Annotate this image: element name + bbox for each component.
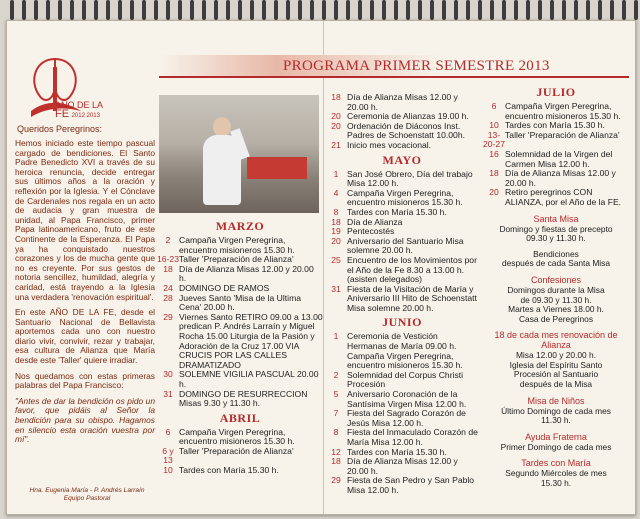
spiral-ring [202, 0, 206, 20]
intro-letter [15, 139, 155, 451]
spiral-ring [370, 0, 374, 20]
spiral-ring [58, 0, 62, 20]
spiral-ring [118, 0, 122, 20]
entry-date: 2 [165, 235, 171, 245]
entry-text: Encuentro de los Movimientos por el Año de la Fe 8.30 a 13.00 h. (asisten delegados) [347, 254, 477, 285]
entry-text: Fiesta de San Pedro y San Pablo Misa 12.00 h. [347, 475, 475, 495]
abril-cont-list [325, 93, 479, 151]
calendar-entry [483, 169, 629, 188]
calendar-entry [325, 371, 479, 390]
info-section-line: de 09.30 y 11.30 h. [520, 294, 592, 305]
entry-text: Inicio mes vocacional. [347, 139, 432, 150]
intro-paragraph: Hemos iniciado este tiempo pascual cargado de bendiciones. El Santo Padre Benedicto XVI a través de su heroica renuncia, decide entregar sus últimos años a la oración y reflexión por la Iglesia. Y el Cónclave de Cardenales nos regala en un acto de audacia y gran muestra de unidad, al Papa Francisco, primer Papa latinoamericano, fruto de este Continente de la Esperanza. El Papa ya ha conquistado nuestros corazones y los de mucha gente que no es creyente. Por sus gestos de notoria sencillez, humildad, alegría y caridad, está trayendo a la Iglesia una verdadera 'renovación espiritual'. [15, 138, 155, 302]
calendar-entry [325, 476, 479, 495]
entry-text: Día de Alianza Misas 12.00 y 20.00 h. [347, 92, 458, 112]
marzo-list [157, 236, 323, 409]
spiral-ring [610, 0, 614, 20]
calendar-entry [483, 131, 629, 150]
entry-date: 18 [331, 92, 341, 102]
entry-date: 20 [331, 235, 341, 246]
spiral-ring [466, 0, 470, 20]
entry-date: 29 [163, 311, 173, 322]
entry-text: Solemnidad de la Virgen del Carmen Misa 12.00 h. [505, 148, 613, 169]
booklet [6, 20, 636, 515]
spiral-ring [454, 0, 458, 20]
banner-rule [159, 76, 629, 78]
spiral-ring [550, 0, 554, 20]
entry-text: Aniversario Coronación de la Santísima Virgen Misa 12.00 h. [347, 389, 467, 409]
entry-date: 18 [331, 216, 341, 227]
calendar-entry [325, 428, 479, 447]
spiral-ring [418, 0, 422, 20]
entry-date: 20 [331, 111, 341, 122]
calendar-entry [325, 457, 479, 476]
entry-text: Solemnidad del Corpus Christi Procesión [347, 369, 464, 390]
entry-text: Fiesta del Sagrado Corazón de Jesús Misa 12.00 h. [347, 408, 466, 428]
calendar-entry [325, 285, 479, 314]
entry-date: 6 y 13 [162, 445, 174, 466]
entry-date: 12 [331, 446, 341, 457]
info-section-title: Confesiones [530, 274, 582, 285]
spiral-ring [10, 0, 14, 20]
spiral-ring [622, 0, 626, 20]
calendar-entry [157, 313, 323, 371]
entry-date: 6 [165, 426, 171, 437]
entry-text: DOMINGO DE RAMOS [179, 282, 270, 293]
entry-date: 31 [163, 388, 173, 399]
intro-paragraph: En este AÑO DE LA FE, desde el Santuario Nacional de Bellavista aportemos cada uno con nuestro diario vivir, convivir, rezar y trabajar, esa cultura de Alianza que María desde este 'Taller' quiere irradiar. [15, 307, 155, 366]
entry-text: Fiesta del Inmaculado Corazón de María Misa 12.00 h. [347, 427, 478, 447]
spiral-ring [382, 0, 386, 20]
signature [27, 487, 147, 503]
entry-text: DOMINGO DE RESURRECCION Misas 9.30 y 11.30 h. [179, 388, 308, 409]
spiral-ring [34, 0, 38, 20]
spiral-ring [490, 0, 494, 20]
logo-line2: FE [55, 108, 70, 120]
signature-line2: Equipo Pastoral [63, 495, 111, 502]
spiral-ring [394, 0, 398, 20]
balcony-drape [247, 157, 307, 179]
spiral-ring [274, 0, 278, 20]
info-section-title: 18 de cada mes renovación de Alianza [494, 330, 618, 351]
greeting: Queridos Peregrinos: [17, 124, 103, 134]
spiral-ring [22, 0, 26, 20]
entry-text: Retiro peregrinos CON ALIANZA, por el Año de la FE. [505, 187, 622, 207]
spiral-ring [310, 0, 314, 20]
entry-date: 8 [333, 427, 339, 438]
spiral-ring [634, 0, 638, 20]
entry-text: Campaña Virgen Peregrina, encuentro misioneros 15.30 h. [179, 426, 295, 447]
entry-text: Día de Alianza Misas 12.00 y 20.00 h. [505, 168, 616, 188]
entry-text: Fiesta de la Visitación de María y Aniversario III Hito de Schoenstatt Misa solemne 20.00 h. [347, 283, 477, 313]
entry-date: 10 [163, 465, 173, 476]
calendar-entry [325, 189, 479, 208]
info-section-line: Casa de Peregrinos [518, 313, 594, 324]
info-list [483, 214, 629, 489]
entry-text: Campaña Virgen Peregrina, encuentro misioneros 15.30 h. [179, 235, 295, 255]
entry-date: 5 [333, 389, 339, 400]
calendar-entry [325, 409, 479, 428]
entry-date: 30 [163, 369, 173, 380]
spiral-ring [298, 0, 302, 20]
entry-date: 13-20-27 [483, 129, 505, 150]
abril-list [157, 428, 323, 476]
spiral-ring [130, 0, 134, 20]
info-section-line: Martes a Viernes 18.00 h. [508, 304, 604, 315]
spiral-ring [214, 0, 218, 20]
spiral-ring [82, 0, 86, 20]
entry-text: SOLEMNE VIGILIA PASCUAL 20.00 h. [179, 369, 319, 389]
entry-date: 2 [333, 369, 339, 380]
spiral-ring [190, 0, 194, 20]
month-title-junio: JUNIO [382, 315, 422, 330]
calendar-entry [157, 447, 323, 466]
info-section-line: Segundo Miércoles de mes [505, 468, 607, 479]
spiral-ring [346, 0, 350, 20]
logo-text [55, 101, 103, 121]
entry-date: 16 [489, 148, 499, 159]
spiral-ring [226, 0, 230, 20]
info-section-title: Santa Misa [533, 213, 579, 224]
calendar-entry [483, 150, 629, 169]
entry-date: 21 [331, 139, 341, 150]
spiral-ring [334, 0, 338, 20]
calendar-entry [325, 170, 479, 189]
column-julio-info [483, 83, 629, 489]
entry-text: Tardes con María 15.30 h. [179, 465, 279, 476]
spiral-ring [502, 0, 506, 20]
info-section-line: Primer Domingo de cada mes [500, 441, 612, 452]
junio-list [325, 332, 479, 495]
calendar-entry [157, 236, 323, 255]
spiral-ring [514, 0, 518, 20]
entry-text: Taller 'Preparación de Alianza' [179, 254, 294, 265]
entry-text: Tardes con María 15.30 h. [347, 446, 447, 457]
spiral-ring [262, 0, 266, 20]
info-section-title: Misa de Niños [527, 395, 585, 406]
info-section-line: 11.30 h. [541, 415, 571, 426]
spiral-ring [250, 0, 254, 20]
entry-date: 29 [331, 475, 341, 486]
spiral-ring [478, 0, 482, 20]
entry-text: San José Obrero, Día del trabajo Misa 12.00 h. [347, 168, 473, 189]
entry-date: 10 [489, 120, 499, 131]
calendar-entry [325, 93, 479, 112]
spiral-ring [598, 0, 602, 20]
center-fold [323, 21, 324, 514]
info-section-line: 15.30 h. [540, 478, 572, 489]
calendar-entry [325, 122, 479, 141]
mayo-list [325, 170, 479, 314]
pope-head [213, 117, 231, 137]
entry-text: Jueves Santo 'Misa de la Ultima Cena' 20.00 h. [179, 292, 302, 313]
calendar-entry [325, 141, 479, 151]
entry-text: Taller 'Preparación de Alianza' [505, 129, 620, 140]
spiral-ring [430, 0, 434, 20]
month-title-abril: ABRIL [219, 410, 261, 425]
calendar-entry [325, 256, 479, 285]
spiral-ring [358, 0, 362, 20]
julio-list [483, 102, 629, 208]
entry-date: 28 [163, 292, 173, 303]
entry-date: 25 [331, 254, 341, 265]
entry-text: Pentecostés [347, 226, 395, 237]
spiral-ring [562, 0, 566, 20]
info-section-title: Ayuda Fraterna [525, 431, 587, 442]
entry-date: 18 [489, 168, 499, 179]
entry-date: 18 [331, 456, 341, 467]
entry-text: Día de Alianza Misas 12.00 y 20.00 h. [179, 263, 314, 284]
logo-line1: AÑO DE LA [55, 100, 104, 110]
month-title-mayo: MAYO [382, 152, 422, 167]
entry-date: 4 [333, 187, 339, 198]
column-marzo-abril [157, 217, 323, 476]
spiral-ring [166, 0, 170, 20]
program-banner [159, 55, 629, 77]
info-section-line: Bendiciones [533, 248, 579, 259]
spiral-ring [442, 0, 446, 20]
pope-photo [159, 95, 319, 213]
entry-date: 24 [163, 282, 173, 293]
entry-text: Ceremonia de Vestición Hermanas de María 09.00 h. Campaña Virgen Peregrina, encuentro misioneros 15.30 h. [347, 331, 463, 371]
entry-date: 8 [333, 206, 339, 217]
entry-text: Viernes Santo RETIRO 09.00 a 13.00 predican P. Andrés Larraín y Miguel Rocha 15.00 Liturgia de la Pasión y Adoración de la Cruz 17.00 VIA CRUCIS POR LAS CALLES DRAMATIZADO [179, 311, 323, 370]
info-section-line: Iglesia del Espíritu Santo [509, 359, 603, 370]
entry-text: Taller 'Preparación de Alianza' [179, 445, 294, 456]
calendar-entry [157, 428, 323, 447]
calendar-entry [157, 466, 323, 476]
spiral-ring [526, 0, 530, 20]
spiral-ring [154, 0, 158, 20]
entry-date: 20 [331, 120, 341, 131]
spiral-ring [586, 0, 590, 20]
spiral-ring [538, 0, 542, 20]
spiral-ring [106, 0, 110, 20]
spiral-ring [238, 0, 242, 20]
month-title-julio: JULIO [536, 85, 576, 99]
spiral-ring [322, 0, 326, 20]
calendar-entry [325, 332, 479, 370]
entry-date: 18 [163, 263, 173, 274]
entry-date: 1 [333, 331, 339, 342]
entry-date: 31 [331, 283, 341, 294]
spiral-ring [286, 0, 290, 20]
info-section-line: Domingos durante la Misa [507, 284, 605, 295]
info-section-line: Misa 12.00 y 20.00 h. [515, 350, 597, 361]
column-mayo-junio [325, 93, 479, 496]
spiral-ring [94, 0, 98, 20]
spiral-binding [0, 0, 640, 22]
info-section-line: después de cada Santa Misa [501, 258, 611, 269]
calendar-entry [483, 102, 629, 121]
entry-text: Día de Alianza Misas 12.00 y 20.00 h. [347, 456, 458, 476]
entry-text: Tardes con María 15.30 h. [505, 120, 605, 131]
calendar-entry [157, 370, 323, 389]
entry-text: Tardes con María 15.30 h. [347, 206, 447, 217]
entry-date: 1 [333, 168, 339, 179]
entry-text: Campaña Virgen Peregrina, encuentro misioneros 15.30 h. [347, 187, 463, 208]
entry-text: Ordenación de Diáconos Inst. Padres de Schoenstatt 10.00h. [347, 120, 466, 141]
entry-date: 19 [331, 226, 341, 237]
calendar-entry [325, 237, 479, 256]
calendar-entry [325, 390, 479, 409]
spiral-ring [178, 0, 182, 20]
spiral-ring [70, 0, 74, 20]
calendar-entry [157, 265, 323, 284]
info-section-line: Último Domingo de cada mes [501, 405, 611, 416]
calendar-entry [483, 188, 629, 207]
entry-date: 20 [489, 187, 499, 198]
calendar-entry [157, 294, 323, 313]
entry-date: 6 [491, 101, 497, 111]
entry-date: 16-23 [157, 254, 179, 265]
entry-text: Ceremonia de Alianzas 19.00 h. [347, 111, 469, 122]
info-section-line: Domingo y fiestas de precepto [499, 223, 613, 234]
spiral-ring [142, 0, 146, 20]
signature-line1: Hna. Eugenia María - P. Andrés Larraín [29, 487, 145, 494]
info-section-title: Tardes con María [521, 458, 591, 469]
intro-paragraph: Nos quedamos con estas primeras palabras del Papa Francisco: [15, 370, 155, 391]
logo-years: 2012 2013 [71, 113, 100, 119]
calendar-entry [157, 390, 323, 409]
banner-title: PROGRAMA PRIMER SEMESTRE 2013 [283, 58, 550, 74]
pope-quote: "Antes de dar la bendición os pido un favor, que pidáis al Señor la bendición para su obispo. Hagamos en silencio esta oración vuestra por mí". [15, 395, 155, 445]
month-title-marzo: MARZO [215, 219, 265, 233]
spiral-ring [46, 0, 50, 20]
info-section-line: después de la Misa [519, 379, 593, 390]
info-section-line: Procesión al Santuario [513, 369, 599, 380]
entry-text: Aniversario del Santuario Misa solemne 20.00 h. [347, 235, 464, 256]
spiral-ring [574, 0, 578, 20]
info-section-line: 09.30 y 11.30 h. [526, 233, 586, 244]
entry-date: 7 [333, 408, 339, 419]
entry-text: Día de Alianza [347, 216, 403, 227]
spiral-ring [406, 0, 410, 20]
entry-text: Campaña Virgen Peregrina, encuentro misioneros 15.30 h. [505, 101, 621, 121]
